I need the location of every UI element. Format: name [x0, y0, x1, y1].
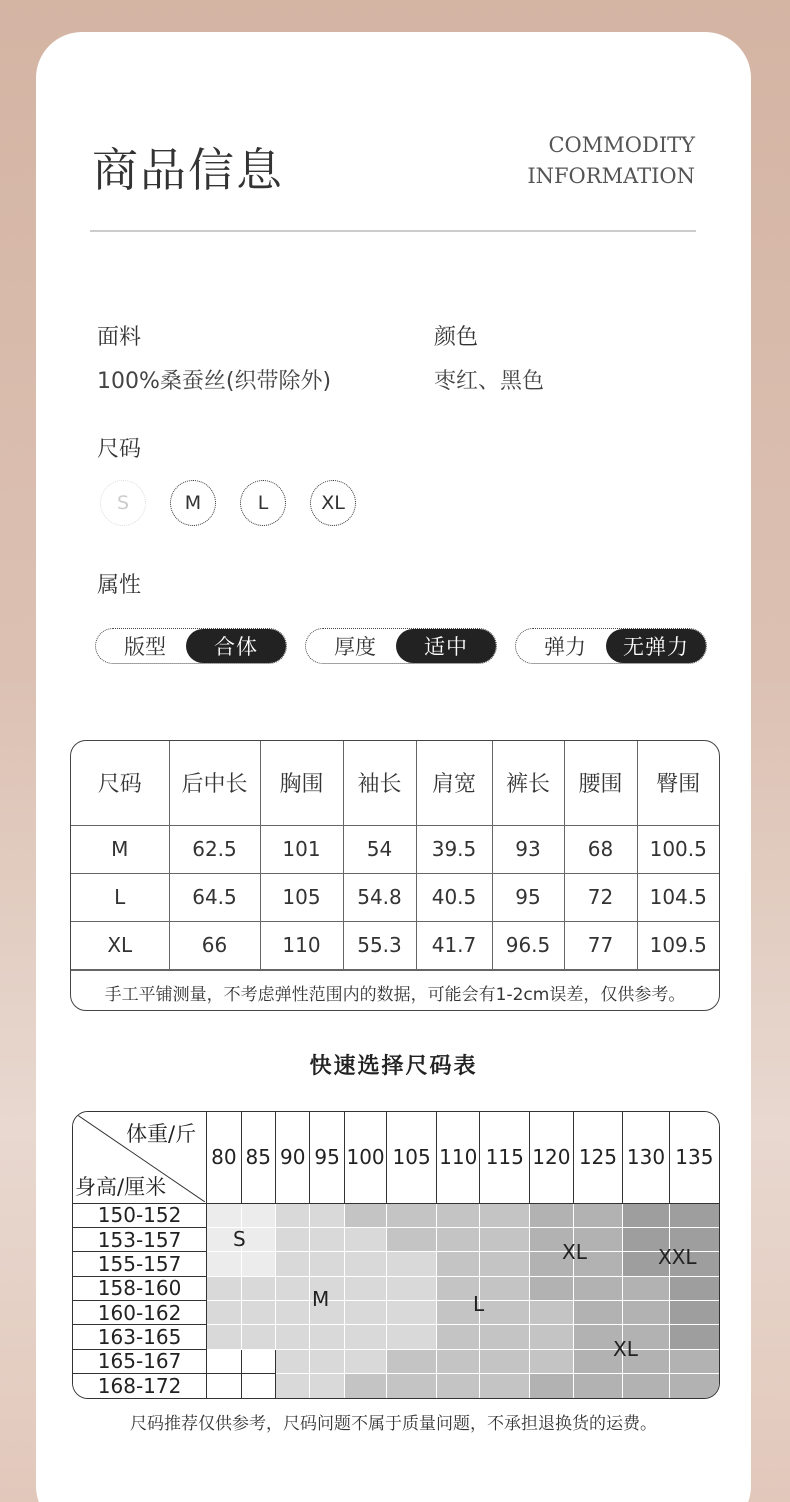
weight-header-cell: 115	[480, 1112, 530, 1203]
table-row	[73, 1203, 719, 1227]
quick-grid-cell	[344, 1228, 387, 1252]
quick-grid-cell	[344, 1349, 387, 1373]
quick-grid-cell	[344, 1252, 387, 1276]
quick-grid-cell	[436, 1325, 480, 1349]
height-header-cell: 168-172	[73, 1374, 207, 1398]
zone-l: L	[473, 1292, 485, 1316]
spec-cell: 101	[260, 825, 343, 873]
spec-cell: 100.5	[637, 825, 719, 873]
attribute-pills	[95, 628, 707, 664]
spec-header-cell: 臀围	[637, 741, 719, 825]
size-label: 尺码	[97, 437, 142, 462]
quick-grid-cell	[275, 1301, 309, 1325]
weight-header-cell: 110	[436, 1112, 480, 1203]
weight-header-cell: 100	[344, 1112, 387, 1203]
quick-grid-cell	[275, 1252, 309, 1276]
quick-grid-cell	[480, 1349, 530, 1373]
quick-header-row	[73, 1112, 719, 1203]
height-header-cell: 150-152	[73, 1203, 207, 1227]
quick-grid-cell	[669, 1349, 719, 1373]
quick-grid-cell	[573, 1276, 623, 1300]
table-row	[71, 825, 719, 873]
quick-grid-cell	[623, 1276, 670, 1300]
quick-grid-cell	[241, 1301, 275, 1325]
quick-grid-cell	[530, 1203, 574, 1227]
quick-grid-cell	[530, 1374, 574, 1398]
quick-grid-cell	[436, 1252, 480, 1276]
title-en-line1: COMMODITY	[548, 133, 695, 157]
info-card	[36, 32, 751, 1502]
spec-header-cell: 胸围	[260, 741, 343, 825]
quick-grid-cell	[530, 1276, 574, 1300]
spec-cell: 54	[343, 825, 416, 873]
quick-grid-cell	[530, 1325, 574, 1349]
page-title: 商品信息	[92, 143, 284, 197]
quick-grid-cell	[436, 1374, 480, 1398]
spec-cell: 40.5	[416, 873, 492, 921]
attributes-label: 属性	[97, 573, 142, 598]
quick-grid-cell	[275, 1374, 309, 1398]
spec-header-row	[71, 741, 719, 825]
quick-grid-cell	[275, 1276, 309, 1300]
title-en-line2: INFORMATION	[527, 164, 695, 188]
quick-grid-cell	[623, 1203, 670, 1227]
attribute-stretch-key: 弹力	[544, 635, 586, 659]
quick-table-title: 快速选择尺码表	[309, 1054, 478, 1079]
quick-grid-cell	[207, 1349, 241, 1373]
quick-grid-cell	[241, 1349, 275, 1373]
quick-grid-cell	[275, 1203, 309, 1227]
spec-cell: 110	[260, 921, 343, 969]
table-row	[73, 1228, 719, 1252]
quick-grid-cell	[623, 1374, 670, 1398]
spec-cell: 39.5	[416, 825, 492, 873]
zone-xl-2: XL	[613, 1337, 638, 1361]
spec-header-cell: 袖长	[343, 741, 416, 825]
spec-header-cell: 尺码	[71, 741, 169, 825]
spec-note: 手工平铺测量，不考虑弹性范围内的数据，可能会有1-2cm误差，仅供参考。	[71, 970, 719, 1012]
spec-header-cell: 肩宽	[416, 741, 492, 825]
quick-grid-cell	[669, 1301, 719, 1325]
size-option-xl[interactable]: XL	[310, 480, 356, 526]
size-option-s[interactable]: S	[100, 480, 146, 526]
color-label: 颜色	[434, 325, 479, 350]
quick-grid-cell	[207, 1203, 241, 1227]
zone-xl: XL	[562, 1240, 587, 1264]
spec-cell: 55.3	[343, 921, 416, 969]
height-header-cell: 160-162	[73, 1301, 207, 1325]
spec-cell: 64.5	[169, 873, 260, 921]
attribute-fit-value: 合体	[186, 629, 286, 663]
spec-cell: M	[71, 825, 169, 873]
spec-cell: 41.7	[416, 921, 492, 969]
quick-grid-cell	[669, 1276, 719, 1300]
weight-header-cell: 90	[275, 1112, 309, 1203]
spec-cell: L	[71, 873, 169, 921]
weight-header-cell: 130	[623, 1112, 670, 1203]
quick-grid-cell	[669, 1374, 719, 1398]
quick-grid-cell	[387, 1252, 437, 1276]
attribute-thickness-value: 适中	[396, 629, 496, 663]
quick-grid-cell	[387, 1301, 437, 1325]
spec-cell: 104.5	[637, 873, 719, 921]
quick-grid-cell	[207, 1325, 241, 1349]
quick-grid-cell	[573, 1374, 623, 1398]
quick-grid-cell	[344, 1203, 387, 1227]
size-options	[100, 480, 356, 526]
page-title-en	[527, 130, 695, 192]
spec-cell: 105	[260, 873, 343, 921]
quick-grid-cell	[480, 1228, 530, 1252]
spec-cell: XL	[71, 921, 169, 969]
quick-grid-cell	[344, 1301, 387, 1325]
quick-grid-cell	[669, 1325, 719, 1349]
quick-grid-cell	[310, 1252, 344, 1276]
zone-m: M	[312, 1287, 330, 1311]
weight-header-cell: 95	[310, 1112, 344, 1203]
quick-grid-cell	[207, 1374, 241, 1398]
height-header-cell: 158-160	[73, 1276, 207, 1300]
weight-header-cell: 105	[387, 1112, 437, 1203]
quick-grid-cell	[275, 1349, 309, 1373]
quick-grid-cell	[623, 1301, 670, 1325]
height-label: 身高/厘米	[75, 1174, 167, 1199]
quick-grid-cell	[241, 1228, 275, 1252]
spec-cell: 77	[564, 921, 637, 969]
quick-grid-cell	[480, 1301, 530, 1325]
attribute-thickness	[305, 628, 497, 664]
spec-cell: 72	[564, 873, 637, 921]
attribute-fit	[95, 628, 287, 664]
attribute-fit-key: 版型	[124, 635, 166, 659]
table-row	[73, 1374, 719, 1398]
attribute-thickness-key: 厚度	[334, 635, 376, 659]
weight-header-cell: 80	[207, 1112, 241, 1203]
weight-header-cell: 120	[530, 1112, 574, 1203]
table-row	[73, 1276, 719, 1300]
quick-grid-cell	[530, 1301, 574, 1325]
height-header-cell: 165-167	[73, 1349, 207, 1373]
weight-label: 体重/斤	[126, 1122, 197, 1146]
table-row	[73, 1252, 719, 1276]
quick-grid-cell	[241, 1374, 275, 1398]
attribute-stretch	[515, 628, 707, 664]
quick-grid-cell	[275, 1228, 309, 1252]
fabric-label: 面料	[97, 325, 142, 350]
attribute-stretch-value: 无弹力	[606, 629, 706, 663]
spec-header-cell: 后中长	[169, 741, 260, 825]
size-option-m[interactable]: M	[170, 480, 216, 526]
quick-grid-cell	[387, 1276, 437, 1300]
spec-cell: 96.5	[492, 921, 564, 969]
quick-grid-cell	[480, 1203, 530, 1227]
zone-s: S	[233, 1227, 246, 1251]
quick-grid-cell	[310, 1228, 344, 1252]
quick-grid-cell	[310, 1374, 344, 1398]
spec-table	[70, 740, 720, 1011]
quick-grid-cell	[573, 1301, 623, 1325]
color-value: 枣红、黑色	[434, 369, 545, 394]
quick-grid-cell	[344, 1374, 387, 1398]
quick-grid-cell	[436, 1349, 480, 1373]
quick-grid-cell	[436, 1203, 480, 1227]
quick-grid-cell	[275, 1325, 309, 1349]
weight-header-cell: 85	[241, 1112, 275, 1203]
quick-grid-cell	[573, 1203, 623, 1227]
size-option-l[interactable]: L	[240, 480, 286, 526]
quick-size-table	[72, 1111, 720, 1399]
quick-grid-cell	[387, 1325, 437, 1349]
quick-grid-cell	[207, 1252, 241, 1276]
table-row	[71, 921, 719, 969]
quick-grid-cell	[480, 1252, 530, 1276]
quick-grid-cell	[480, 1325, 530, 1349]
quick-table-note: 尺码推荐仅供参考，尺码问题不属于质量问题，不承担退换货的运费。	[130, 1414, 657, 1434]
quick-grid-cell	[207, 1276, 241, 1300]
quick-grid-cell	[480, 1276, 530, 1300]
quick-grid-cell	[530, 1349, 574, 1373]
quick-grid-cell	[241, 1276, 275, 1300]
quick-grid-cell	[669, 1203, 719, 1227]
spec-cell: 68	[564, 825, 637, 873]
quick-grid-cell	[436, 1228, 480, 1252]
height-header-cell: 163-165	[73, 1325, 207, 1349]
weight-header-cell: 125	[573, 1112, 623, 1203]
quick-grid-cell	[344, 1325, 387, 1349]
quick-grid-cell	[310, 1203, 344, 1227]
quick-corner-cell	[73, 1112, 207, 1203]
quick-grid-cell	[310, 1349, 344, 1373]
weight-header-cell: 135	[669, 1112, 719, 1203]
divider	[90, 230, 696, 232]
spec-cell: 54.8	[343, 873, 416, 921]
quick-grid-cell	[387, 1374, 437, 1398]
fabric-value: 100%桑蚕丝(织带除外)	[97, 369, 332, 394]
spec-cell: 93	[492, 825, 564, 873]
height-header-cell: 153-157	[73, 1228, 207, 1252]
quick-grid-cell	[241, 1203, 275, 1227]
quick-grid-cell	[387, 1349, 437, 1373]
zone-xxl: XXL	[658, 1245, 697, 1269]
spec-cell: 66	[169, 921, 260, 969]
quick-grid-cell	[241, 1325, 275, 1349]
quick-grid-cell	[387, 1203, 437, 1227]
quick-grid-cell	[310, 1325, 344, 1349]
spec-header-cell: 裤长	[492, 741, 564, 825]
spec-cell: 109.5	[637, 921, 719, 969]
spec-cell: 62.5	[169, 825, 260, 873]
quick-grid-cell	[344, 1276, 387, 1300]
table-row	[71, 873, 719, 921]
quick-grid-cell	[241, 1252, 275, 1276]
height-header-cell: 155-157	[73, 1252, 207, 1276]
quick-grid-cell	[387, 1228, 437, 1252]
table-row	[73, 1301, 719, 1325]
spec-header-cell: 腰围	[564, 741, 637, 825]
quick-grid-cell	[207, 1301, 241, 1325]
spec-cell: 95	[492, 873, 564, 921]
quick-grid-cell	[480, 1374, 530, 1398]
